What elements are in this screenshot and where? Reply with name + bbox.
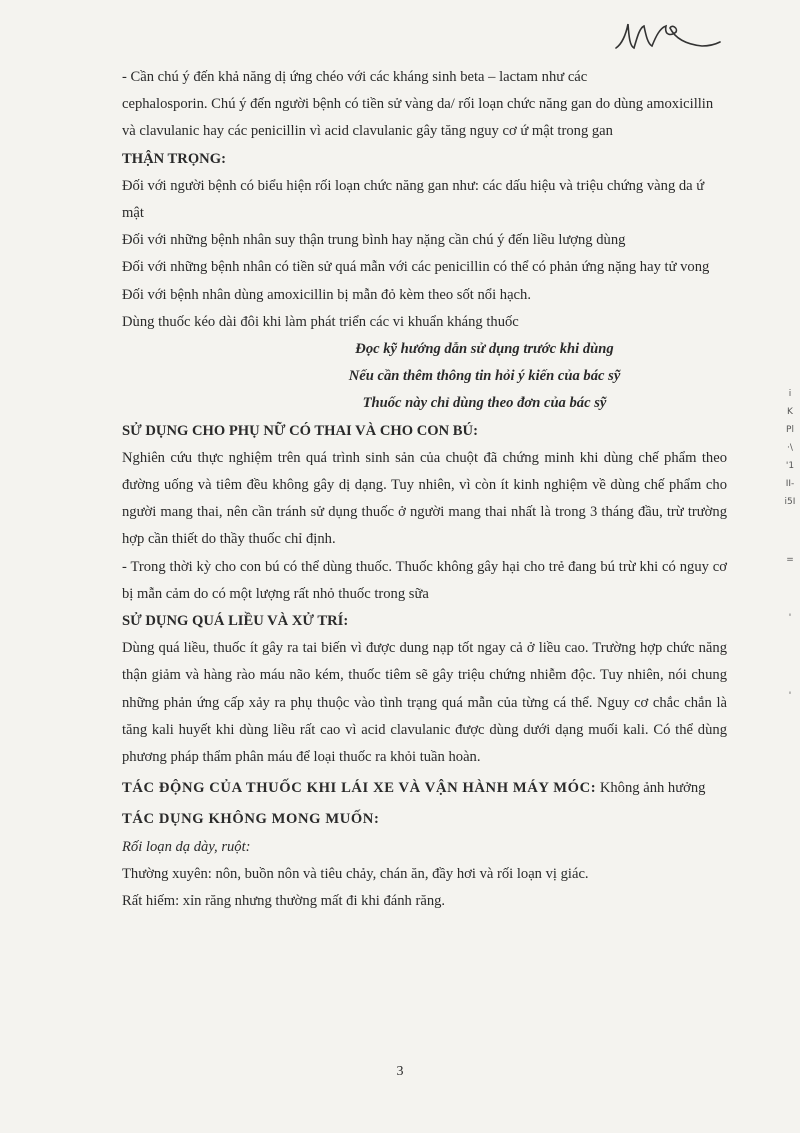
overdose-paragraph: Dùng quá liều, thuốc ít gây ra tai biến vì được dung nạp tốt ngay cả ở liều cao. Trường hợp chức năng thận giảm và hàng rào máu não kém, thuốc tiêm sẽ gây triệu chứng nhiễm độc. Tuy nhiên, nói chung những phản ứng cấp xảy ra phụ thuộc vào tình trạng quá mẫn của từng cá thể. Nguy cơ chắc chắn là tăng kali huyết khi dùng liều rất cao vì acid clavulanic được dùng dưới dạng muối kali. Có thể dùng phương pháp thẩm phân máu để loại thuốc ra khỏi tuần hoàn.: [122, 640, 727, 766]
margin-marks: [780, 385, 800, 705]
margin-mark: =: [786, 555, 794, 565]
side-effects-subheading: Rối loạn dạ dày, ruột:: [122, 838, 251, 855]
margin-mark: i5I: [784, 497, 796, 507]
precaution-item: Dùng thuốc kéo dài đôi khi làm phát triển các vi khuẩn kháng thuốc: [122, 313, 519, 330]
section-heading-precautions: THẬN TRỌNG:: [122, 150, 226, 167]
handwritten-signature: [612, 14, 722, 58]
precaution-item: Đối với bệnh nhân dùng amoxicillin bị mẫn đỏ kèm theo sốt nổi hạch.: [122, 286, 531, 303]
section-heading-driving: TÁC ĐỘNG CỦA THUỐC KHI LÁI XE VÀ VẬN HÀNH MÁY MÓC:: [122, 780, 597, 797]
contraindication-paragraph: cephalosporin. Chú ý đến người bệnh có tiền sử vàng da/ rối loạn chức năng gan do dùng amoxicillin và clavulanic hay các penicillin vì acid clavulanic gây tăng nguy cơ ứ mật trong gan: [122, 96, 714, 140]
warning-line: Đọc kỹ hướng dẫn sử dụng trước khi dùng: [355, 341, 614, 358]
driving-text: Không ảnh hưởng: [596, 780, 706, 797]
pregnancy-paragraph: Nghiên cứu thực nghiệm trên quá trình sinh sản của chuột đã chứng minh khi dùng chế phẩm theo đường uống và tiêm đều không gây dị dạng. Tuy nhiên, vì còn ít kinh nghiệm về dùng chế phẩm cho người mang thai, nên cần tránh sử dụng thuốc ở người mang thai nhất là trong 3 tháng đầu, trừ trường hợp cần thiết do thầy thuốc chỉ định.: [122, 449, 727, 548]
section-heading-pregnancy: SỬ DỤNG CHO PHỤ NỮ CÓ THAI VÀ CHO CON BÚ:: [122, 422, 478, 439]
margin-mark: II-: [785, 479, 795, 489]
precaution-item: Đối với những bệnh nhân có tiền sử quá mẫn với các penicillin có thể có phản ứng nặng hay tử vong: [122, 259, 710, 276]
contraindication-line: - Cần chú ý đến khả năng dị ứng chéo với các kháng sinh beta – lactam như các: [122, 69, 588, 85]
margin-mark: ·\: [787, 443, 793, 453]
precaution-item: Đối với người bệnh có biểu hiện rối loạn chức năng gan như: các dấu hiệu và triệu chứng vàng da ứ mật: [122, 177, 705, 222]
page-number: 3: [396, 1064, 404, 1079]
breastfeeding-paragraph: - Trong thời kỳ cho con bú có thể dùng thuốc. Thuốc không gây hại cho trẻ đang bú trừ khi có nguy cơ bị mẫn cảm do có một lượng rất nhỏ thuốc trong sữa: [122, 558, 727, 602]
document-body: [122, 64, 727, 915]
margin-mark: ': [788, 613, 792, 623]
side-effect-item: Rất hiếm: xỉn răng nhưng thường mất đi khi đánh răng.: [122, 893, 446, 910]
precaution-item: Đối với những bệnh nhân suy thận trung bình hay nặng cần chú ý đến liều lượng dùng: [122, 232, 626, 249]
warning-line: Thuốc này chỉ dùng theo đơn của bác sỹ: [362, 395, 607, 412]
margin-mark: K: [787, 407, 793, 417]
side-effect-item: Thường xuyên: nôn, buồn nôn và tiêu chảy, chán ăn, đầy hơi và rối loạn vị giác.: [122, 865, 589, 882]
margin-mark: ': [788, 691, 792, 701]
section-heading-side-effects: TÁC DỤNG KHÔNG MONG MUỐN:: [122, 811, 380, 828]
warning-line: Nếu cần thêm thông tin hỏi ý kiến của bác sỹ: [348, 368, 621, 385]
section-heading-overdose: SỬ DỤNG QUÁ LIỀU VÀ XỬ TRÍ:: [122, 613, 349, 630]
margin-mark: '1: [785, 461, 795, 471]
driving-paragraph: [122, 775, 727, 802]
margin-mark: i: [788, 389, 792, 399]
margin-mark: Pl: [786, 425, 794, 435]
